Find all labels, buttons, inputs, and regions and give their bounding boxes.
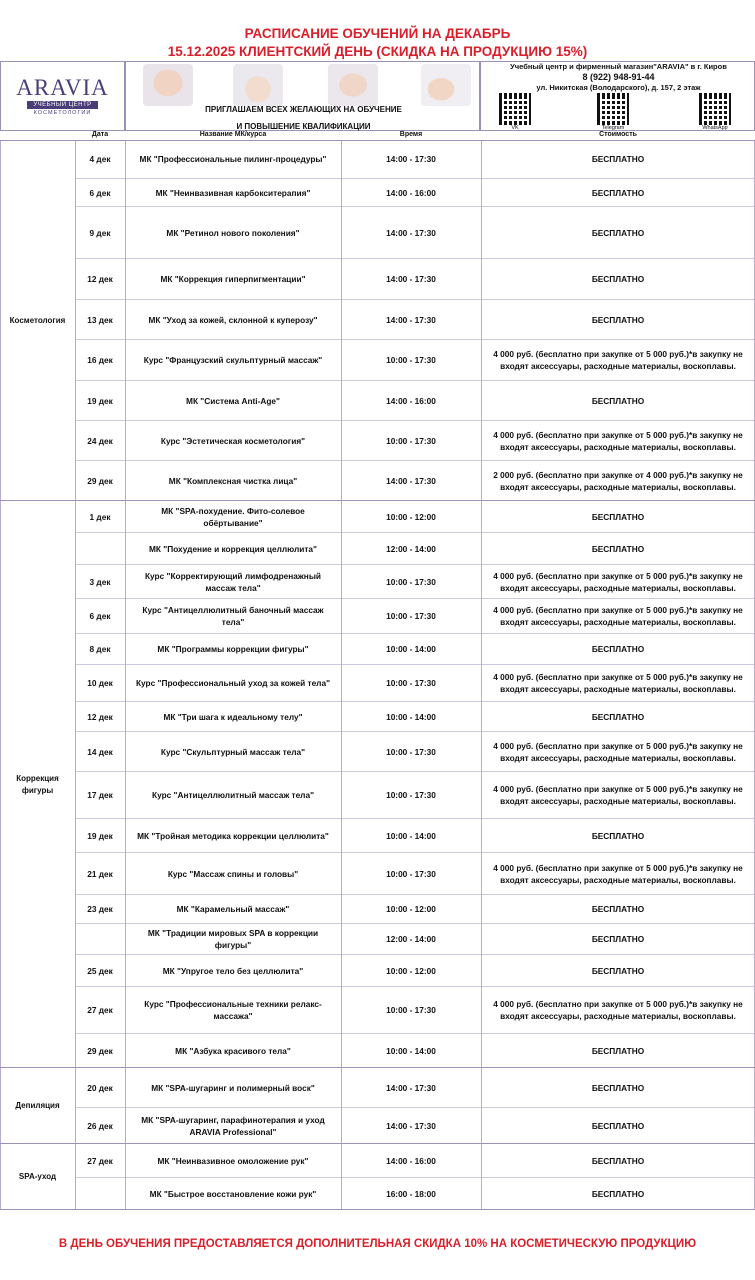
group-separator — [0, 1067, 755, 1068]
row-course-name: МК "SPA-шугаринг и полимерный воск" — [151, 1082, 315, 1093]
row-price: 4 000 руб. (бесплатно при закупке от 5 000 руб.)*в закупку не входят аксессуары, расходные материалы, воскоплавы. — [493, 862, 743, 885]
telegram-qr-icon[interactable] — [597, 93, 629, 125]
row-price: БЕСПЛАТНО — [591, 830, 645, 841]
row-time: 10:00 - 14:00 — [386, 711, 436, 722]
table-row — [75, 665, 755, 702]
table-row — [75, 634, 755, 665]
row-price: 4 000 руб. (бесплатно при закупке от 5 000 руб.)*в закупку не входят аксессуары, расходные материалы, воскоплавы. — [493, 570, 743, 593]
row-price: БЕСПЛАТНО — [591, 1045, 645, 1056]
row-time: 14:00 - 17:30 — [386, 475, 436, 486]
row-date: 13 дек — [87, 314, 113, 325]
row-date: 12 дек — [87, 711, 113, 722]
row-price: БЕСПЛАТНО — [591, 511, 645, 522]
table-row — [75, 207, 755, 259]
column-divider — [481, 140, 482, 1210]
table-row — [75, 1144, 755, 1178]
table-row — [75, 987, 755, 1034]
col-time: Время — [399, 131, 423, 138]
telegram-label: Telegram — [601, 125, 625, 131]
row-course-name: МК "Система Anti-Age" — [186, 395, 280, 406]
row-course-name: Курс "Антицеллюлитный массаж тела" — [152, 790, 314, 800]
row-course-name: МК "Быстрое восстановление кожи рук" — [149, 1188, 317, 1199]
row-date: 3 дек — [89, 576, 111, 587]
col-name: Название МК/курса — [199, 131, 267, 138]
row-time: 16:00 - 18:00 — [386, 1188, 436, 1199]
col-price: Стоимость — [599, 131, 637, 138]
row-course-name: МК "Похудение и коррекция целлюлита" — [149, 543, 317, 554]
row-time: 10:00 - 17:30 — [386, 790, 436, 800]
row-date: 26 дек — [87, 1120, 113, 1131]
legs-photo — [421, 64, 471, 106]
face-photo — [143, 64, 193, 106]
row-time: 10:00 - 14:00 — [386, 830, 436, 841]
row-time: 12:00 - 14:00 — [386, 934, 436, 944]
logo-brand: ARAVIA — [16, 74, 109, 100]
table-row — [75, 599, 755, 634]
category-cell: Коррекция фигуры — [16, 773, 59, 795]
row-course-name: Курс "Французский скульптурный массаж" — [143, 355, 323, 365]
table-row — [75, 179, 755, 207]
row-time: 10:00 - 14:00 — [386, 1045, 436, 1056]
row-price: БЕСПЛАТНО — [591, 1155, 645, 1166]
row-time: 14:00 - 17:30 — [386, 1082, 436, 1093]
row-price: 4 000 руб. (бесплатно при закупке от 5 000 руб.)*в закупку не входят аксессуары, расходные материалы, воскоплавы. — [493, 429, 743, 452]
row-time: 14:00 - 17:30 — [386, 154, 436, 164]
group-separator — [0, 1209, 755, 1210]
row-date: 1 дек — [89, 511, 111, 522]
row-date — [75, 1178, 125, 1209]
column-divider — [341, 140, 342, 1210]
row-price: 4 000 руб. (бесплатно при закупке от 5 000 руб.)*в закупку не входят аксессуары, расходные материалы, воскоплавы. — [493, 605, 743, 627]
table-row — [75, 501, 755, 533]
row-price: 2 000 руб. (бесплатно при закупке от 4 000 руб.)*в закупку не входят аксессуары, расходные материалы, воскоплавы. — [493, 469, 743, 492]
contact-phone: 8 (922) 948-91-44 — [582, 72, 655, 82]
row-price: БЕСПЛАТНО — [591, 644, 645, 654]
row-time: 10:00 - 17:30 — [386, 355, 436, 365]
row-date: 8 дек — [89, 644, 111, 654]
vk-label: VK — [511, 125, 519, 131]
table-row — [75, 1034, 755, 1068]
row-price: БЕСПЛАТНО — [591, 965, 645, 976]
page-title-line1: РАСПИСАНИЕ ОБУЧЕНИЙ НА ДЕКАБРЬ — [244, 26, 511, 41]
row-course-name: МК "Тройная методика коррекции целлюлита" — [137, 830, 329, 841]
row-course-name: МК "Традиции мировых SPA в коррекции фигуры" — [147, 928, 319, 950]
row-date: 19 дек — [87, 830, 113, 841]
row-course-name: МК "Упругое тело без целлюлита" — [162, 965, 304, 976]
contact-block — [480, 61, 755, 131]
row-price: БЕСПЛАТНО — [591, 934, 645, 944]
contact-line1: Учебный центр и фирменный магазин"ARAVIA" в г. Киров — [510, 62, 727, 71]
table-row — [75, 772, 755, 819]
row-time: 10:00 - 12:00 — [386, 511, 436, 522]
table-row — [75, 533, 755, 565]
row-course-name: МК "SPA-шугаринг, парафинотерапия и уход ARAVIA Professional" — [141, 1114, 325, 1137]
table-row — [75, 421, 755, 461]
row-time: 10:00 - 12:00 — [386, 904, 436, 914]
row-date: 29 дек — [87, 475, 113, 486]
row-time: 14:00 - 17:30 — [386, 274, 436, 284]
table-row — [75, 853, 755, 895]
row-course-name: МК "SPA-похудение. Фито-солевое обёртывание" — [161, 505, 305, 528]
row-price: 4 000 руб. (бесплатно при закупке от 5 000 руб.)*в закупку не входят аксессуары, расходные материалы, воскоплавы. — [493, 999, 743, 1021]
category-cell: SPA-уход — [18, 1172, 57, 1181]
row-time: 14:00 - 16:00 — [386, 187, 436, 198]
row-time: 10:00 - 17:30 — [386, 576, 436, 587]
row-time: 10:00 - 17:30 — [386, 746, 436, 757]
row-date: 27 дек — [87, 1155, 113, 1166]
row-course-name: Курс "Корректирующий лимфодренажный массаж тела" — [144, 570, 322, 593]
column-headers — [0, 131, 755, 140]
row-price: БЕСПЛАТНО — [591, 154, 645, 164]
row-date — [75, 533, 125, 564]
row-course-name: МК "Неинвазивное омоложение рук" — [157, 1155, 309, 1166]
row-price: БЕСПЛАТНО — [591, 314, 645, 325]
body-photo — [233, 64, 283, 106]
row-price: 4 000 руб. (бесплатно при закупке от 5 000 руб.)*в закупку не входят аксессуары, расходные материалы, воскоплавы. — [493, 672, 743, 694]
column-divider — [75, 140, 76, 1210]
row-course-name: МК "Три шага к идеальному телу" — [163, 711, 303, 722]
row-price: 4 000 руб. (бесплатно при закупке от 5 000 руб.)*в закупку не входят аксессуары, расходные материалы, воскоплавы. — [493, 349, 743, 371]
table-row — [75, 732, 755, 772]
table-row — [75, 140, 755, 179]
row-date: 16 дек — [87, 355, 113, 365]
category-cell: Депиляция — [15, 1101, 60, 1110]
row-time: 10:00 - 17:30 — [386, 678, 436, 688]
invite-block — [125, 61, 480, 131]
table-row — [75, 565, 755, 599]
row-course-name: Курс "Эстетическая косметология" — [160, 435, 306, 446]
row-course-name: МК "Коррекция гиперпигментации" — [160, 274, 306, 284]
col-date: Дата — [91, 131, 109, 138]
vk-qr-icon[interactable] — [499, 93, 531, 125]
row-time: 14:00 - 17:30 — [386, 227, 436, 238]
table-row — [75, 702, 755, 732]
photo-strip — [138, 64, 468, 108]
table-row — [75, 955, 755, 987]
row-date: 12 дек — [87, 274, 113, 284]
table-row — [75, 300, 755, 340]
table-row — [75, 924, 755, 955]
row-course-name: МК "Карамельный массаж" — [176, 904, 290, 914]
row-course-name: МК "Профессиональные пилинг-процедуры" — [139, 154, 327, 164]
table-row — [75, 461, 755, 501]
row-course-name: МК "Ретинол нового поколения" — [166, 227, 300, 238]
row-date: 21 дек — [87, 868, 113, 879]
logo-sub: УЧЕБНЫЙ ЦЕНТР — [27, 101, 97, 109]
table-row — [75, 895, 755, 924]
row-date: 20 дек — [87, 1082, 113, 1093]
row-price: БЕСПЛАТНО — [591, 227, 645, 238]
logo-sub2: КОСМЕТОЛОГИИ — [33, 109, 92, 116]
table-row — [75, 381, 755, 421]
category-cell: Косметология — [9, 315, 66, 325]
table-top-border — [0, 140, 755, 141]
invite-line2: И ПОВЫШЕНИЕ КВАЛИФИКАЦИИ — [236, 122, 371, 131]
row-date: 27 дек — [87, 1005, 113, 1015]
row-price: БЕСПЛАТНО — [591, 274, 645, 284]
row-course-name: МК "Уход за кожей, склонной к куперозу" — [148, 314, 318, 325]
row-price: БЕСПЛАТНО — [591, 395, 645, 406]
header-block — [0, 61, 755, 131]
row-price: БЕСПЛАТНО — [591, 543, 645, 554]
row-date: 24 дек — [87, 435, 113, 446]
row-time: 10:00 - 17:30 — [386, 1005, 436, 1015]
contact-address: ул. Никитская (Володарского), д. 157, 2 этаж — [536, 83, 701, 92]
row-date: 23 дек — [87, 904, 113, 914]
row-date — [75, 924, 125, 954]
row-date: 29 дек — [87, 1045, 113, 1056]
row-date: 6 дек — [89, 611, 111, 621]
row-price: БЕСПЛАТНО — [591, 1082, 645, 1093]
table-row — [75, 1068, 755, 1108]
table-row — [75, 259, 755, 300]
table-row — [75, 1108, 755, 1144]
row-price: 4 000 руб. (бесплатно при закупке от 5 000 руб.)*в закупку не входят аксессуары, расходные материалы, воскоплавы. — [493, 784, 743, 806]
row-course-name: МК "Неинвазивная карбокситерапия" — [155, 187, 311, 198]
row-price: БЕСПЛАТНО — [591, 187, 645, 198]
row-course-name: Курс "Профессиональные техники релакс-массажа" — [144, 999, 322, 1021]
row-course-name: Курс "Скульптурный массаж тела" — [160, 746, 306, 757]
row-time: 10:00 - 14:00 — [386, 644, 436, 654]
table-row — [75, 1178, 755, 1210]
row-date: 10 дек — [87, 678, 113, 688]
row-time: 14:00 - 16:00 — [386, 395, 436, 406]
row-price: 4 000 руб. (бесплатно при закупке от 5 000 руб.)*в закупку не входят аксессуары, расходные материалы, воскоплавы. — [493, 740, 743, 763]
row-time: 10:00 - 17:30 — [386, 868, 436, 879]
whatsapp-label: WhatsApp — [702, 125, 728, 131]
row-date: 19 дек — [87, 395, 113, 406]
row-date: 9 дек — [89, 227, 111, 238]
hands-photo — [328, 64, 378, 106]
row-time: 10:00 - 17:30 — [386, 435, 436, 446]
table-row — [75, 819, 755, 853]
page-title-line2: 15.12.2025 КЛИЕНТСКИЙ ДЕНЬ (СКИДКА НА ПРОДУКЦИЮ 15%) — [167, 44, 588, 59]
row-date: 14 дек — [87, 746, 113, 757]
row-course-name: Курс "Антицеллюлитный баночный массаж тела" — [142, 605, 324, 627]
invite-line1: ПРИГЛАШАЕМ ВСЕХ ЖЕЛАЮЩИХ НА ОБУЧЕНИЕ — [205, 105, 402, 114]
group-separator — [0, 1143, 755, 1144]
row-date: 6 дек — [89, 187, 111, 198]
table-row — [75, 340, 755, 381]
row-date: 25 дек — [87, 965, 113, 976]
whatsapp-qr-icon[interactable] — [699, 93, 731, 125]
row-date: 4 дек — [89, 154, 111, 164]
group-separator — [0, 500, 755, 501]
row-price: БЕСПЛАТНО — [591, 1120, 645, 1131]
row-time: 14:00 - 17:30 — [386, 1120, 436, 1131]
row-price: БЕСПЛАТНО — [591, 904, 645, 914]
row-time: 14:00 - 17:30 — [386, 314, 436, 325]
row-price: БЕСПЛАТНО — [591, 711, 645, 722]
row-date: 17 дек — [87, 790, 113, 800]
row-price: БЕСПЛАТНО — [591, 1188, 645, 1199]
row-time: 14:00 - 16:00 — [386, 1155, 436, 1166]
footer-note: В ДЕНЬ ОБУЧЕНИЯ ПРЕДОСТАВЛЯЕТСЯ ДОПОЛНИТЕЛЬНАЯ СКИДКА 10% НА КОСМЕТИЧЕСКУЮ ПРОДУКЦИЮ — [58, 1238, 697, 1250]
row-course-name: МК "Программы коррекции фигуры" — [157, 644, 309, 654]
column-divider — [125, 140, 126, 1210]
row-course-name: МК "Азбука красивого тела" — [175, 1045, 291, 1056]
aravia-logo — [0, 61, 125, 131]
row-time: 10:00 - 17:30 — [386, 611, 436, 621]
row-time: 10:00 - 12:00 — [386, 965, 436, 976]
row-course-name: Курс "Профессиональный уход за кожей тела" — [135, 678, 331, 688]
row-time: 12:00 - 14:00 — [386, 543, 436, 554]
row-course-name: МК "Комплексная чистка лица" — [168, 475, 298, 486]
row-course-name: Курс "Массаж спины и головы" — [167, 868, 299, 879]
